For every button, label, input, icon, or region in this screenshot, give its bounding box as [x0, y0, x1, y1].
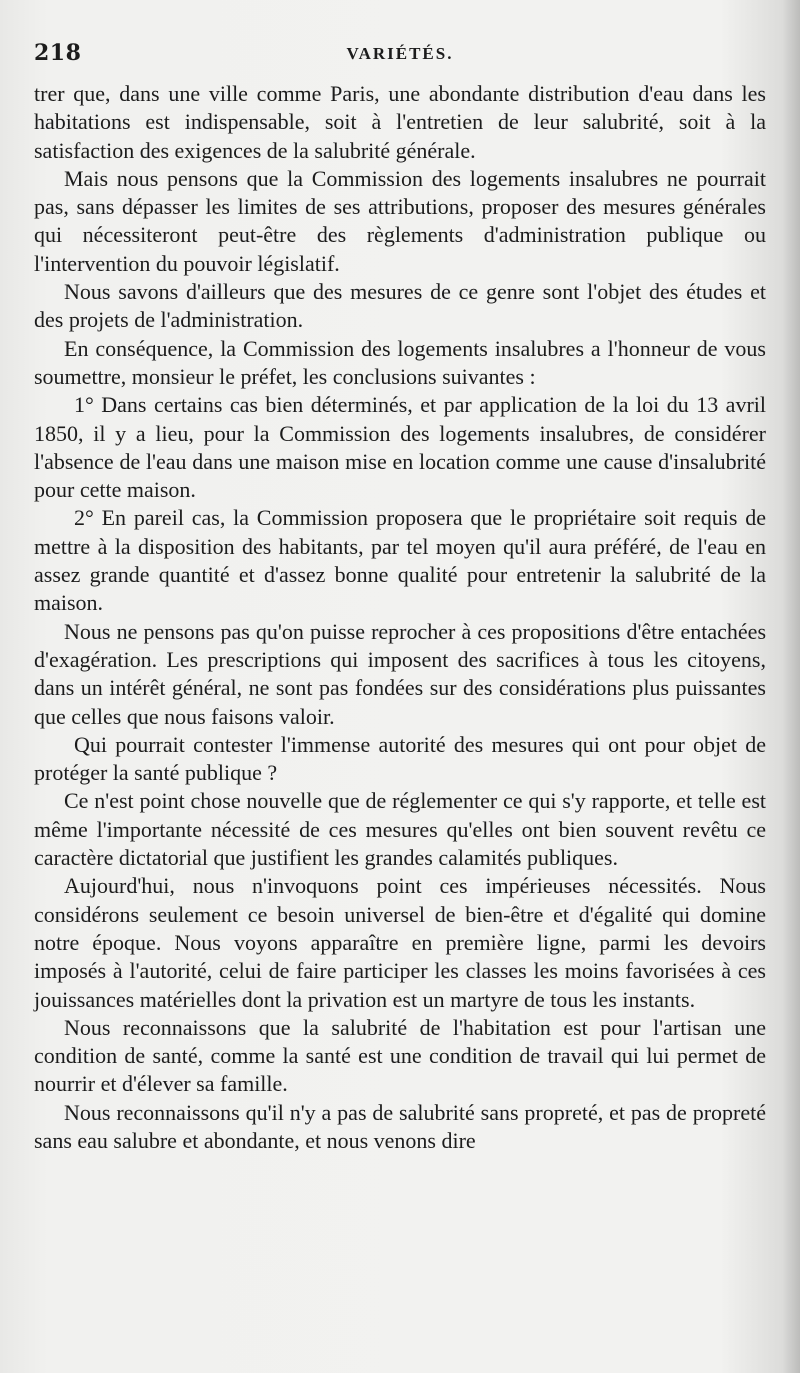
body-text	[34, 80, 766, 1155]
scan-edge-shadow	[782, 0, 800, 1373]
paragraph: Ce n'est point chose nouvelle que de réglementer ce qui s'y rapporte, et telle est même l'importante nécessité de ces mesures qu'elles ont bien souvent revêtu ce caractère dictatorial que justifient les grandes calamités publiques.	[34, 788, 766, 871]
section-title: VARIÉTÉS.	[346, 44, 454, 63]
paragraph: Mais nous pensons que la Commission des logements insalubres ne pourrait pas, sans dépasser les limites de ses attributions, proposer des mesures générales qui nécessiteront peut-être des règlements d'administration publique ou l'intervention du pouvoir législatif.	[34, 165, 766, 276]
running-head	[34, 40, 766, 74]
paragraph: Qui pourrait contester l'immense autorité des mesures qui ont pour objet de protéger la santé publique ?	[34, 731, 766, 786]
numbered-conclusion: 1° Dans certains cas bien déterminés, et par application de la loi du 13 avril 1850, il y a lieu, pour la Commission des logements insalubres, de considérer l'absence de l'eau dans une maison mise en location comme une cause d'insalubrité pour cette maison.	[34, 392, 766, 503]
paragraph: Nous reconnaissons qu'il n'y a pas de salubrité sans propreté, et pas de propreté sans eau salubre et abondante, et nous venons dire	[34, 1099, 766, 1153]
paragraph: Nous ne pensons pas qu'on puisse reprocher à ces propositions d'être entachées d'exagération. Les prescriptions qui imposent des sacrifices à tous les citoyens, dans un intérêt général, ne sont pas fondées sur des considérations plus puissantes que celles que nous faisons valoir.	[34, 618, 766, 729]
paragraph: En conséquence, la Commission des logements insalubres a l'honneur de vous soumettre, monsieur le préfet, les conclusions suivantes :	[34, 335, 766, 389]
paragraph: Nous reconnaissons que la salubrité de l'habitation est pour l'artisan une condition de santé, comme la santé est une condition de travail qui lui permet de nourrir et d'élever sa famille.	[34, 1014, 766, 1097]
paragraph: trer que, dans une ville comme Paris, une abondante distribution d'eau dans les habitations est indispensable, soit à l'entretien de leur salubrité, soit à la satisfaction des exigences de la salubrité générale.	[34, 81, 766, 163]
paragraph: Aujourd'hui, nous n'invoquons point ces impérieuses nécessités. Nous considérons seulement ce besoin universel de bien-être et d'égalité qui domine notre époque. Nous voyons apparaître en première ligne, parmi les devoirs imposés à l'autorité, celui de faire participer les classes les moins favorisées à ces jouissances matérielles dont la privation est un martyre de tous les instants.	[34, 873, 766, 1012]
page-number: 218	[34, 40, 82, 66]
paragraph: Nous savons d'ailleurs que des mesures de ce genre sont l'objet des études et des projets de l'administration.	[34, 279, 766, 333]
numbered-conclusion: 2° En pareil cas, la Commission proposera que le propriétaire soit requis de mettre à la disposition des habitants, par tel moyen qu'il aura préféré, de l'eau en assez grande quantité et d'assez bonne qualité pour entretenir la salubrité de la maison.	[34, 505, 766, 616]
